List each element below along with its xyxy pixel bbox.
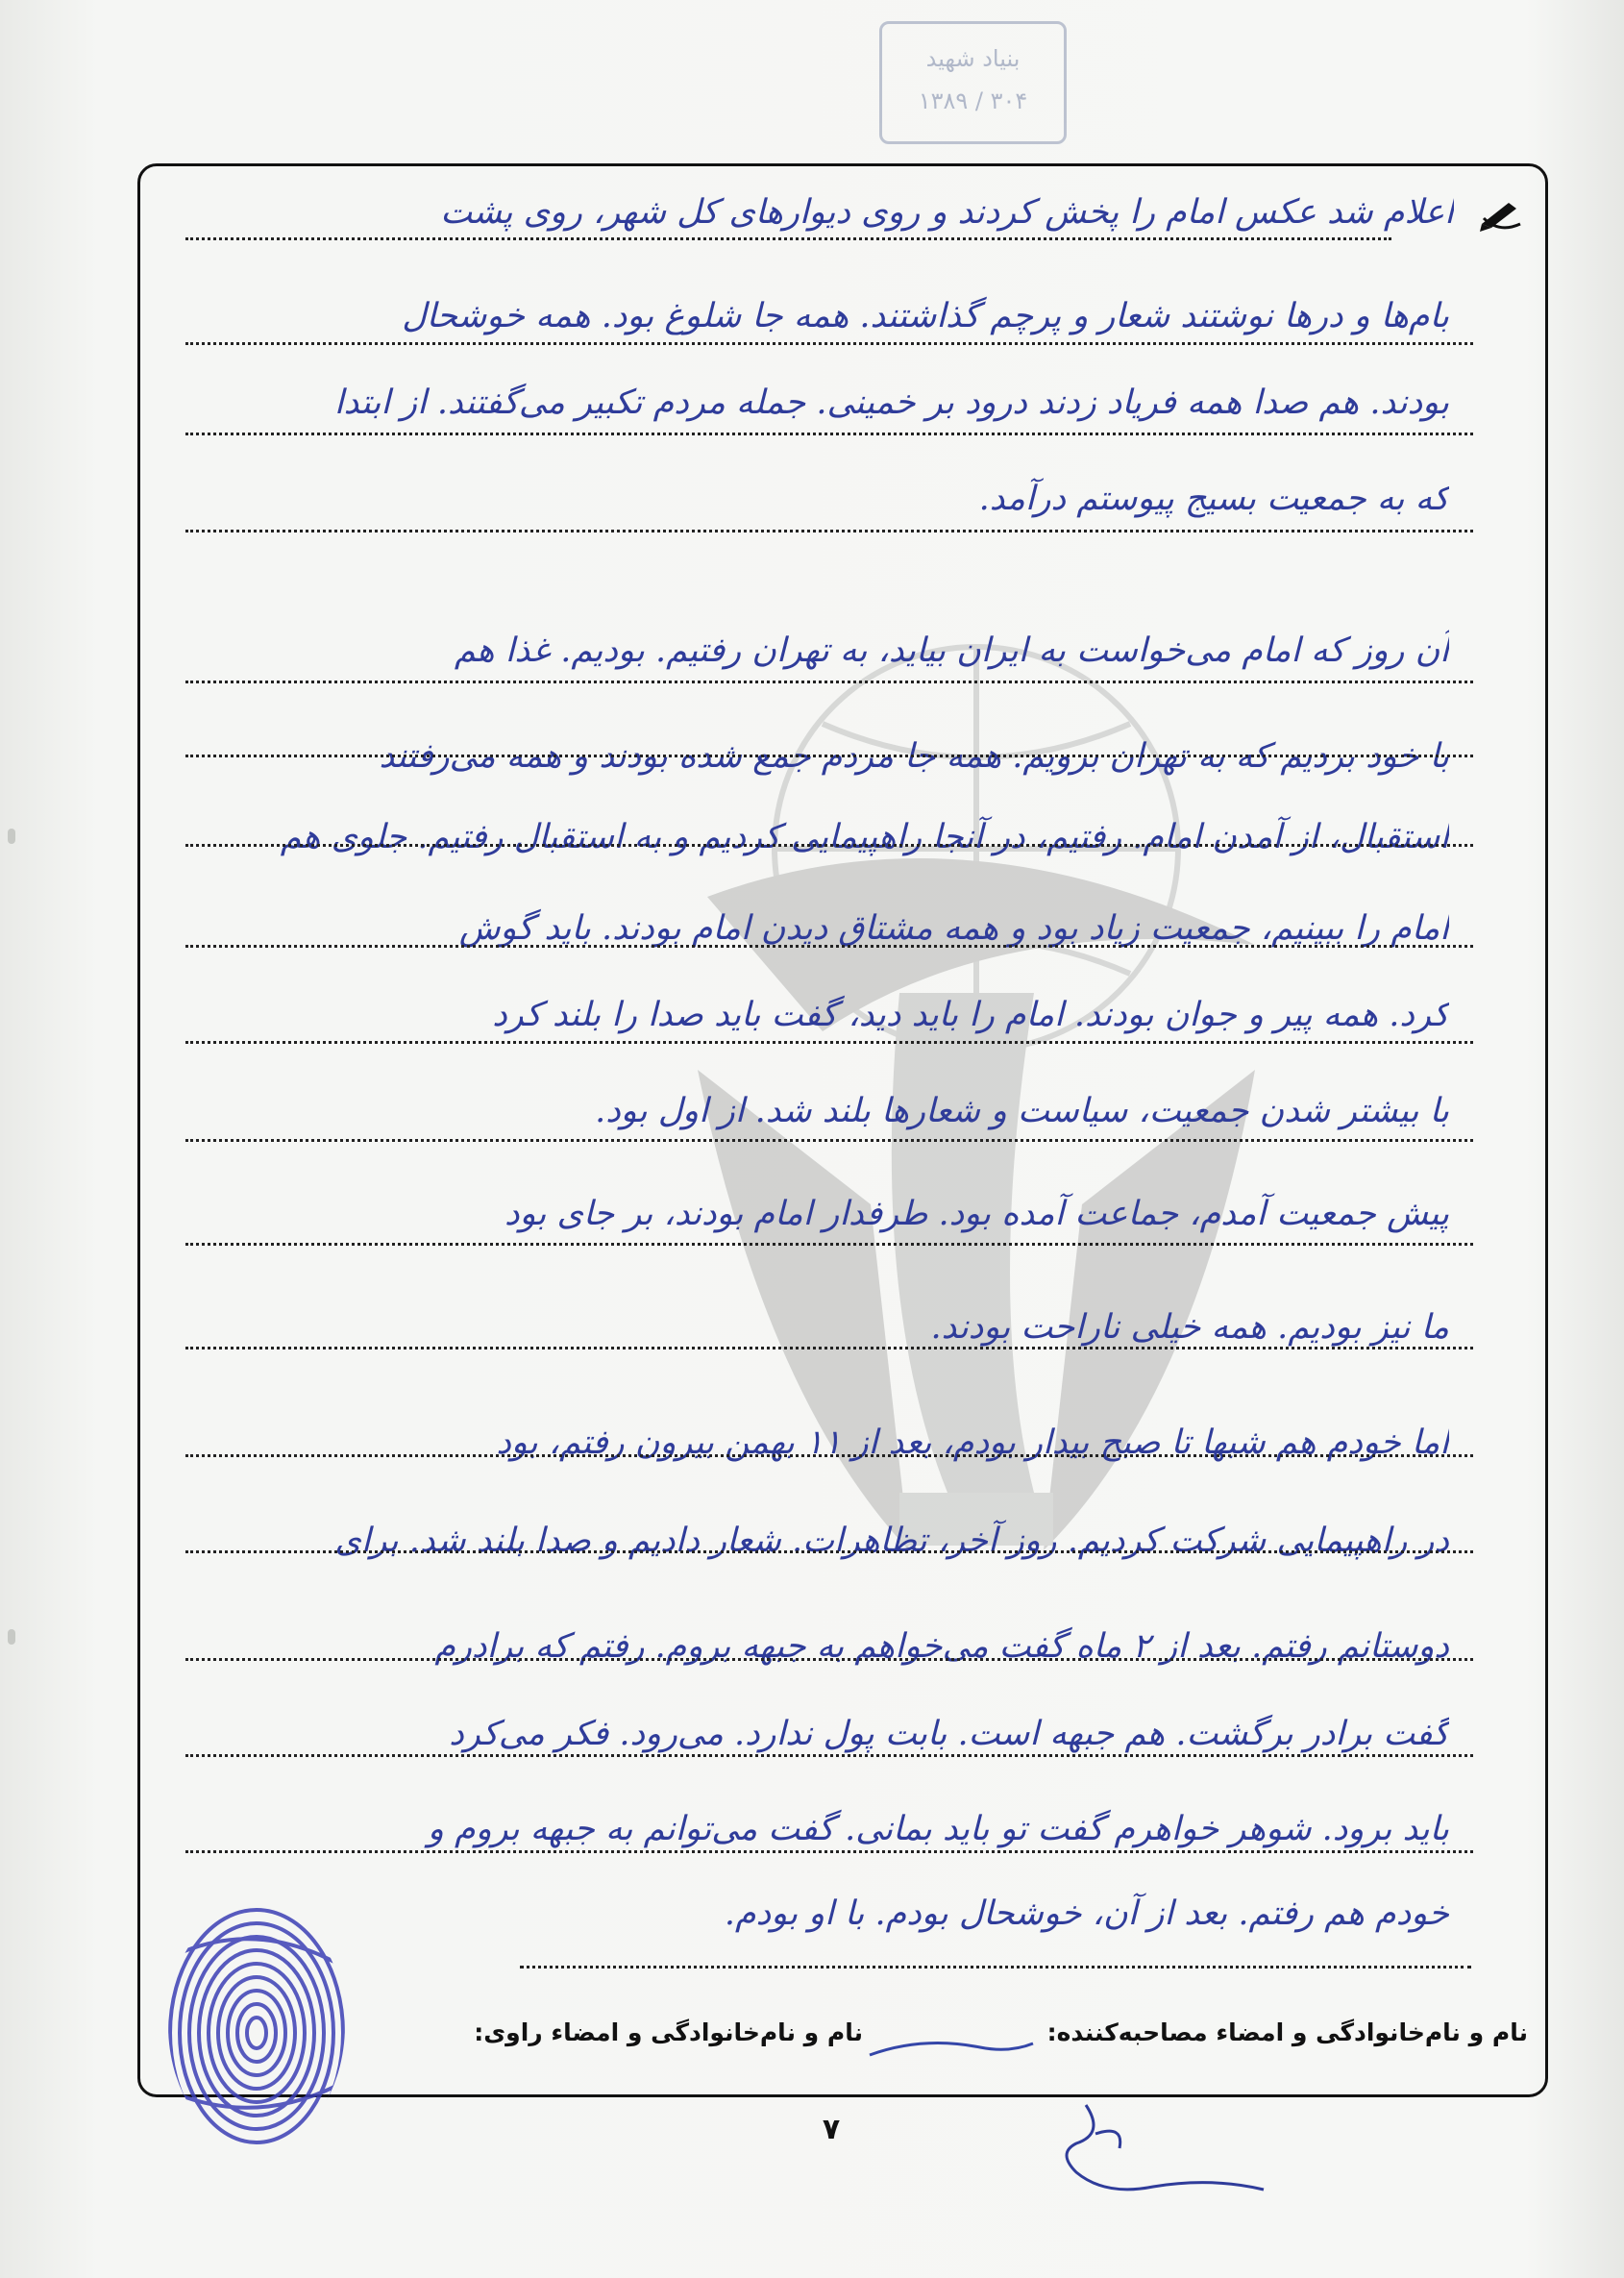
ruled-line-14 [185,1550,1473,1553]
ruled-line-8 [185,945,1473,948]
foundation-emblem-watermark [582,532,1370,1781]
handwritten-line-13: اما خودم هم شبها تا صبح بیدار بودم، بعد از ۱۱ بهمن بیرون رفتم، بود [496,1424,1449,1462]
ruled-line-6 [185,755,1473,757]
handwritten-line-5: آن روز که امام می‌خواست به ایران بیاید، به تهران رفتیم. بودیم. غذا هم [454,631,1449,670]
handwritten-line-6: با خود بردیم که به تهران برویم. همه جا مردم جمع شده بودند و همه می‌رفتند [379,737,1449,776]
ruled-line-5 [185,681,1473,683]
fingerprint-image [163,1898,351,2153]
ruled-line-11 [185,1243,1473,1246]
handwritten-line-1: اعلام شد عکس امام را پخش کردند و روی دیوارهای کل شهر، روی پشت [440,193,1454,232]
ruled-line-3 [185,433,1473,435]
ruled-line-9 [185,1041,1473,1044]
page-number: ۷ [822,2113,841,2146]
handwritten-line-10: با بیشتر شدن جمعیت، سیاست و شعارها بلند شد. از اول بود. [595,1092,1449,1130]
ruled-line-15 [185,1658,1473,1661]
handwritten-line-14: در راهپیمایی شرکت کردیم. روز آخر، تظاهرات. شعار دادیم و صدا بلند شد. برای [334,1522,1449,1560]
signature-scribble [1047,2095,1268,2201]
handwritten-line-12: ما نیز بودیم. همه خیلی ناراحت بودند. [930,1308,1449,1347]
binding-hole-bottom [8,1629,15,1645]
handwritten-line-17: باید برود. شوهر خواهرم گفت تو باید بمانی. گفت می‌توانم به جبهه بروم و [428,1810,1449,1848]
stamp-line-2: ۳۰۴ / ۱۳۸۹ [918,87,1028,114]
signature-footer [140,2007,1545,2065]
handwritten-line-16: گفت برادر برگشت. هم جبهه است. بابت پول ندارد. می‌رود. فکر می‌کرد [449,1715,1449,1753]
handwritten-line-7: استقبال، از آمدن امام. رفتیم، در آنجا راهپیمایی کردیم و به استقبال رفتیم. جلوی هم [280,818,1449,856]
handwritten-line-15: دوستانم رفتم. بعد از ۲ ماه گفت می‌خواهم به جبهه بروم. رفتم که برادرم [434,1627,1449,1666]
ruled-line-2 [185,342,1473,345]
form-frame [137,163,1548,2097]
ruled-line-7 [185,844,1473,847]
interviewer-signature-label: نام و نام‌خانوادگی و امضاء مصاحبه‌کننده: [1046,2018,1528,2046]
ruled-line-13 [185,1454,1473,1457]
ruled-line-12 [185,1347,1473,1349]
ruled-line-16 [185,1754,1473,1757]
handwritten-line-2: بام‌ها و درها نوشتند شعار و پرچم گذاشتند. همه جا شلوغ بود. همه خوشحال [402,297,1449,335]
ruled-line-10 [185,1139,1473,1142]
ruled-line-17 [185,1850,1473,1853]
ruled-line-18 [520,1966,1471,1968]
binding-hole-top [8,829,15,844]
pen-icon [1476,195,1524,234]
stamp-line-1: بنیاد شهید [925,45,1021,72]
handwritten-line-11: پیش جمعیت آمدم، جماعت آمده بود. طرفدار امام بودند، بر جای بود [504,1195,1449,1233]
ruled-line-1 [185,237,1391,240]
handwritten-line-3: بودند. هم صدا همه فریاد زدند درود بر خمینی. جمله مردم تکبیر می‌گفتند. از ابتدا [333,384,1449,422]
archive-stamp [879,21,1067,144]
handwritten-line-8: امام را ببینیم، جمعیت زیاد بود و همه مشتاق دیدن امام بودند. باید گوش [458,909,1449,948]
handwritten-line-18: خودم هم رفتم. بعد از آن، خوشحال بودم. با او بودم. [724,1894,1449,1933]
handwritten-line-4: که به جمعیت بسیج پیوستم درآمد. [978,480,1449,518]
handwritten-line-9: کرد. همه پیر و جوان بودند. امام را باید دید، گفت باید صدا را بلند کرد [492,996,1449,1034]
interviewer-signature-mark [865,2026,1038,2065]
narrator-signature-label: نام و نام‌خانوادگی و امضاء راوی: [474,2018,863,2046]
ruled-line-4 [185,530,1473,532]
